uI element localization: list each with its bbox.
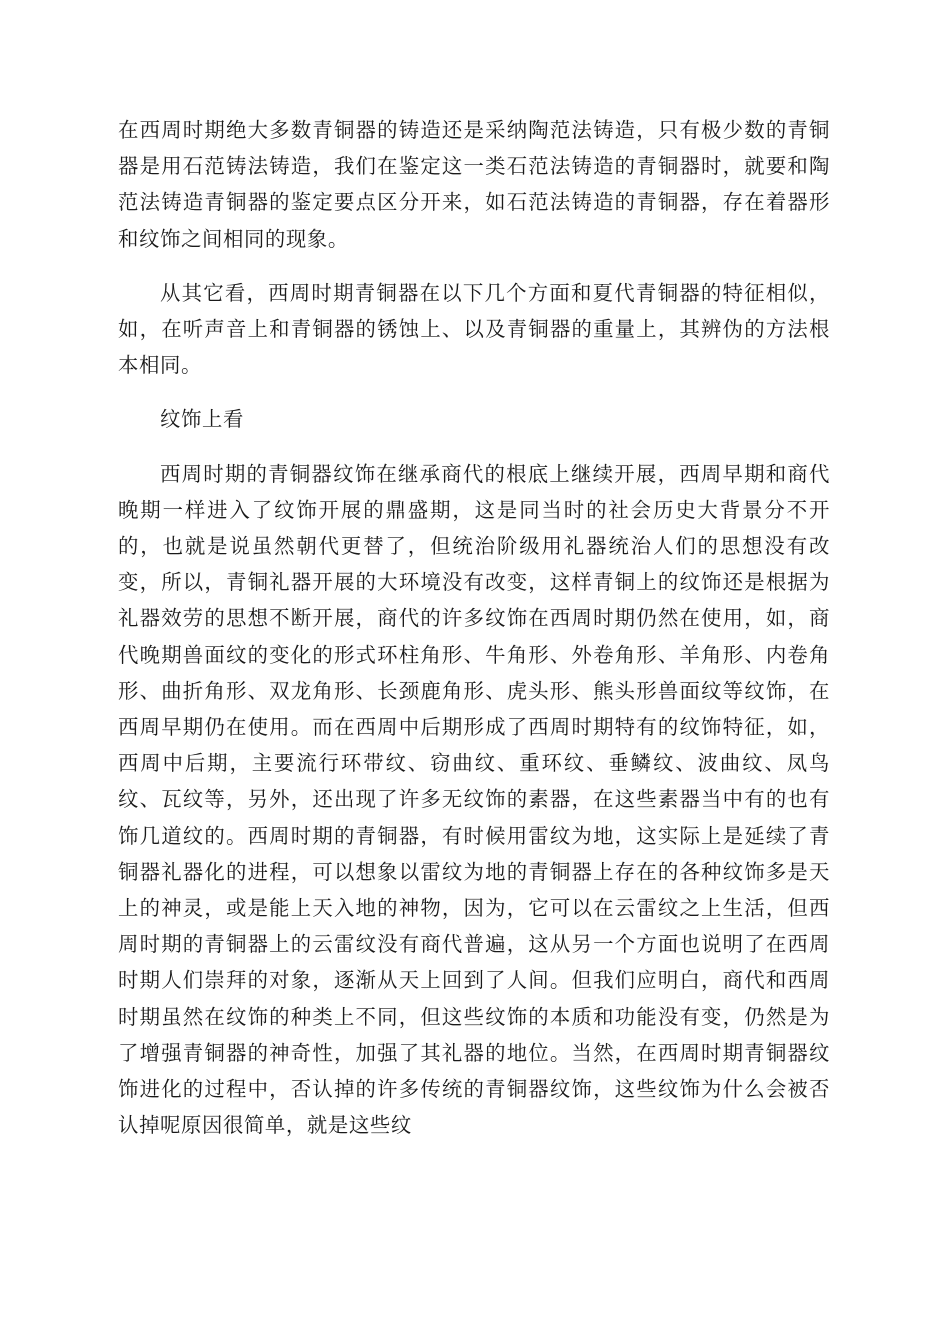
paragraph-other-aspects: 从其它看，西周时期青铜器在以下几个方面和夏代青铜器的特征相似，如，在听声音上和青铜器的锈蚀上、以及青铜器的重量上，其辨伪的方法根本相同。 (118, 280, 830, 378)
document-body (118, 112, 830, 1143)
section-heading-ornament: 纹饰上看 (160, 407, 244, 432)
paragraph-ornament-details: 西周时期的青铜器纹饰在继承商代的根底上继续开展，西周早期和商代晚期一样进入了纹饰开展的鼎盛期，这是同当时的社会历史大背景分不开的，也就是说虽然朝代更替了，但统治阶级用礼器统治人们的思想没有改变，所以，青铜礼器开展的大环境没有改变，这样青铜上的纹饰还是根据为礼器效劳的思想不断开展，商代的许多纹饰在西周时期仍然在使用，如，商代晚期兽面纹的变化的形式环柱角形、牛角形、外卷角形、羊角形、内卷角形、曲折角形、双龙角形、长颈鹿角形、虎头形、熊头形兽面纹等纹饰，在西周早期仍在使用。而在西周中后期形成了西周时期特有的纹饰特征，如，西周中后期，主要流行环带纹、窃曲纹、重环纹、垂鳞纹、波曲纹、凤鸟纹、瓦纹等，另外，还出现了许多无纹饰的素器，在这些素器当中有的也有饰几道纹的。西周时期的青铜器，有时候用雷纹为地，这实际上是延续了青铜器礼器化的进程，可以想象以雷纹为地的青铜器上存在的各种纹饰多是天上的神灵，或是能上天入地的神物，因为，它可以在云雷纹之上生活，但西周时期的青铜器上的云雷纹没有商代普遍，这从另一个方面也说明了在西周时期人们崇拜的对象，逐渐从天上回到了人间。但我们应明白，商代和西周时期虽然在纹饰的种类上不同，但这些纹饰的本质和功能没有变，仍然是为了增强青铜器的神奇性，加强了其礼器的地位。当然，在西周时期青铜器纹饰进化的过程中，否认掉的许多传统的青铜器纹饰，这些纹饰为什么会被否认掉呢原因很简单，就是这些纹 (118, 461, 830, 1138)
paragraph-casting-methods: 在西周时期绝大多数青铜器的铸造还是采纳陶范法铸造，只有极少数的青铜器是用石范铸法铸造，我们在鉴定这一类石范法铸造的青铜器时，就要和陶范法铸造青铜器的鉴定要点区分开来，如石范法铸造的青铜器，存在着器形和纹饰之间相同的现象。 (118, 118, 830, 251)
